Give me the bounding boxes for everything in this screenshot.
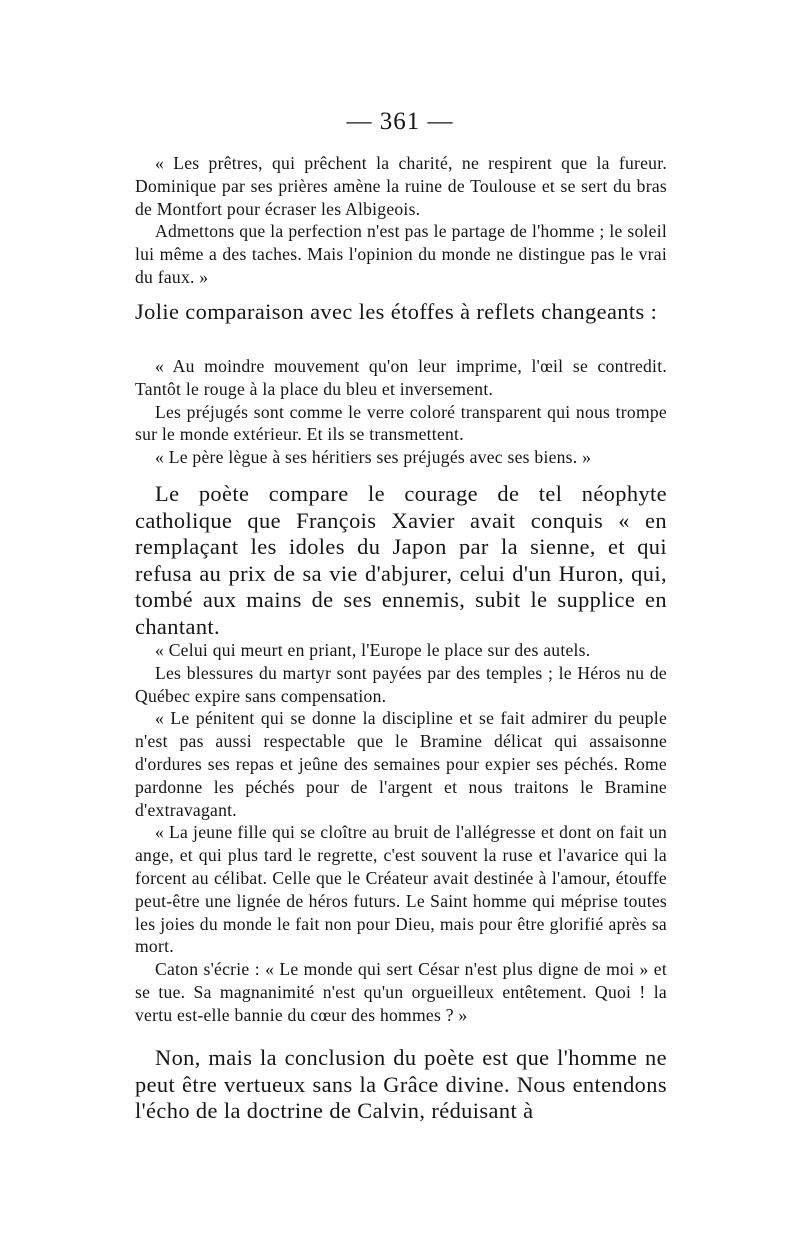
paragraph-group-6 xyxy=(135,1045,667,1125)
paragraph: Les préjugés sont comme le verre coloré transparent qui nous trompe sur le monde extérieur. Et ils se transmettent. xyxy=(135,401,667,445)
paragraph: Caton s'écrie : « Le monde qui sert César n'est plus digne de moi » et se tue. Sa magnanimité n'est qu'un orgueilleux entêtement. Quoi ! la vertu est-elle bannie du cœur des hommes ? » xyxy=(135,959,667,1025)
paragraph-group-4 xyxy=(135,481,667,640)
paragraph-group-5 xyxy=(135,639,667,1027)
paragraph-group-2 xyxy=(135,299,667,326)
paragraph: Le poète compare le courage de tel néophyte catholique que François Xavier avait conquis « en remplaçant les idoles du Japon par la sienne, et qui refusa au prix de sa vie d'abjurer, celui d'un Huron, qui, tombé aux mains de ses ennemis, subit le supplice en chantant. xyxy=(135,481,667,639)
paragraph: « Le père lègue à ses héritiers ses préjugés avec ses biens. » xyxy=(155,447,592,468)
paragraph: « Celui qui meurt en priant, l'Europe le place sur des autels. xyxy=(155,640,591,660)
paragraph-group-1 xyxy=(135,152,667,289)
paragraph: « Au moindre mouvement qu'on leur imprime, l'œil se contredit. Tantôt le rouge à la place du bleu et inversement. xyxy=(135,356,667,399)
page-number: — 361 — xyxy=(346,108,454,135)
paragraph-group-3 xyxy=(135,355,667,469)
paragraph: « Le pénitent qui se donne la discipline et se fait admirer du peuple n'est pas aussi respectable que le Bramine délicat qui assaisonne d'ordures ses repas et jeûne des semaines pour expier ses péchés. Rome pardonne les péchés pour de l'argent et nous traitons le Bramine d'extravagant. xyxy=(135,708,667,820)
paragraph: « La jeune fille qui se cloître au bruit de l'allégresse et dont on fait un ange, et qui plus tard le regrette, c'est souvent la ruse et l'avarice qui la forcent au célibat. Celle que le Créateur avait destinée à l'amour, étouffe peut-être une lignée de héros futurs. Le Saint homme qui méprise toutes les joies du monde le fait non pour Dieu, mais pour être glorifié après sa mort. xyxy=(135,822,667,957)
paragraph: Jolie comparaison avec les étoffes à reflets changeants : xyxy=(135,299,658,324)
paragraph: Admettons que la perfection n'est pas le partage de l'homme ; le soleil lui même a des taches. Mais l'opinion du monde ne distingue pas le vrai du faux. » xyxy=(135,221,667,287)
paragraph: Non, mais la conclusion du poète est que l'homme ne peut être vertueux sans la Grâce divine. Nous entendons l'écho de la doctrine de Calvin, réduisant à xyxy=(135,1045,667,1123)
paragraph: Les blessures du martyr sont payées par des temples ; le Héros nu de Québec expire sans compensation. xyxy=(135,662,667,706)
paragraph: « Les prêtres, qui prêchent la charité, ne respirent que la fureur. Dominique par ses prières amène la ruine de Toulouse et se sert du bras de Montfort pour écraser les Albigeois. xyxy=(135,153,667,219)
